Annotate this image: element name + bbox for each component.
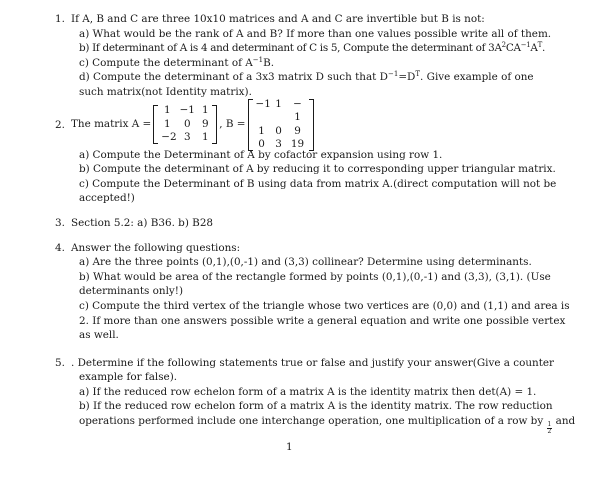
matrix-a-cell: 1 [201,131,209,144]
part-a: a) Are the three points (0,1),(0,-1) and (3,3) collinear? Determine using determinants. [79,256,532,269]
question-intro: Answer the following questions: [71,241,241,254]
superscript: T [415,70,421,79]
question-number: 3. [55,216,65,229]
matrix-a-cell: 1 [201,104,209,117]
matrix-a-cell: −2 [161,131,177,144]
superscript: −1 [388,70,399,79]
part-d-text: . Give example of one [420,71,534,84]
part-b: b) Compute the determinant of A by reducing it to corresponding upper triangular matrix. [79,163,556,176]
part-a: a) What would be the rank of A and B? If more than one values possible write all of them. [79,27,552,40]
question-number: 1. [55,13,65,25]
question-number: 5. [55,356,65,369]
page-number: 1 [286,441,293,453]
fraction-denominator: 2 [547,428,552,436]
question-number: 2. [55,118,65,131]
part-c [79,56,575,71]
part-c-continued: accepted!) [79,192,135,205]
superscript: −1 [520,41,531,50]
matrix-lead: The matrix A = [71,118,152,131]
question-2 [55,97,575,206]
matrix-b-cell: 1 [258,124,265,137]
matrix-b [248,98,314,152]
question-intro: . Determine if the following statements true or false and justify your answer(Give a counter [71,356,555,369]
part-d-text: =D [398,71,416,84]
matrix-a-cell: 1 [163,104,171,117]
part-c: c) Compute the Determinant of B using data from matrix A.(direct computation will not be [79,177,557,190]
part-d-continued: such matrix(not Identity matrix). [79,85,252,98]
matrix-b-cell: −1 [255,97,271,110]
fraction-numerator: 1 [547,421,552,429]
part-b: b) If the reduced row echelon form of a matrix A is the identity matrix. The row reduction [79,400,553,413]
part-d [79,70,575,85]
part-d-text: d) Compute the determinant of a 3x3 matrix D such that D [79,71,388,84]
part-b-continued: determinants only!) [79,285,184,298]
matrix-b-cell: 0 [258,138,265,151]
part-b-text: and [555,415,576,428]
matrix-a-cell: 0 [183,117,191,130]
matrix-b-cell: 19 [290,138,305,151]
question-intro: If A, B and C are three 10x10 matrices and A and C are invertible but B is not: [71,13,485,25]
part-c: c) Compute the third vertex of the triangle whose two vertices are (0,0) and (1,1) and area is [79,299,570,312]
matrix-a-cell: 3 [183,131,191,144]
question-intro-continued: example for false). [79,371,178,384]
part-a: a) Compute the Determinant of A by cofactor expansion using row 1. [79,148,443,161]
question-1 [55,12,575,100]
matrix-b-cell: 1 [275,97,282,110]
question-5 [55,356,575,435]
part-c-continued: 2. If more than one answers possible write a general equation and write one possible vertex [79,314,566,327]
part-c-text: B. [263,56,275,69]
superscript: T [537,41,543,50]
part-b-text: A [530,42,538,55]
part-b-text: . [542,42,546,55]
matrix-a-cell: 9 [201,117,209,130]
part-c-continued: as well. [79,329,119,342]
matrix-b-cell: 3 [275,138,282,151]
matrix-separator: , B = [219,118,246,131]
part-b [79,41,575,56]
matrix-a-cell: −1 [179,104,195,117]
matrix-a-cell: 1 [163,117,171,130]
question-4 [55,241,575,343]
superscript: −1 [252,55,264,64]
question-3 [55,216,575,231]
matrix-definition [71,97,575,151]
question-number: 4. [55,241,65,254]
matrix-b-cell: − 1 [293,97,302,124]
part-b-text: CA [505,42,521,55]
matrix-b-cell: 0 [275,124,282,137]
part-a: a) If the reduced row echelon form of a matrix A is the identity matrix then det(A) = 1. [79,385,537,398]
matrix-a [153,104,217,145]
part-b-continued [79,414,575,435]
part-b-text: operations performed include one interchange operation, one multiplication of a row by [79,415,544,428]
part-b: b) What would be area of the rectangle formed by points (0,1),(0,-1) and (3,3), (3,1). (Use [79,270,551,283]
matrix-b-cell: 9 [294,124,301,137]
part-c-text: c) Compute the determinant of A [79,56,253,69]
question-text: Section 5.2: a) B36. b) B28 [71,216,214,229]
fraction-one-half [547,422,553,435]
superscript: 2 [501,41,506,50]
document-page [55,12,575,435]
part-b-text: b) If determinant of A is 4 and determinant of C is 5, Compute the determinant of 3A [79,42,502,55]
